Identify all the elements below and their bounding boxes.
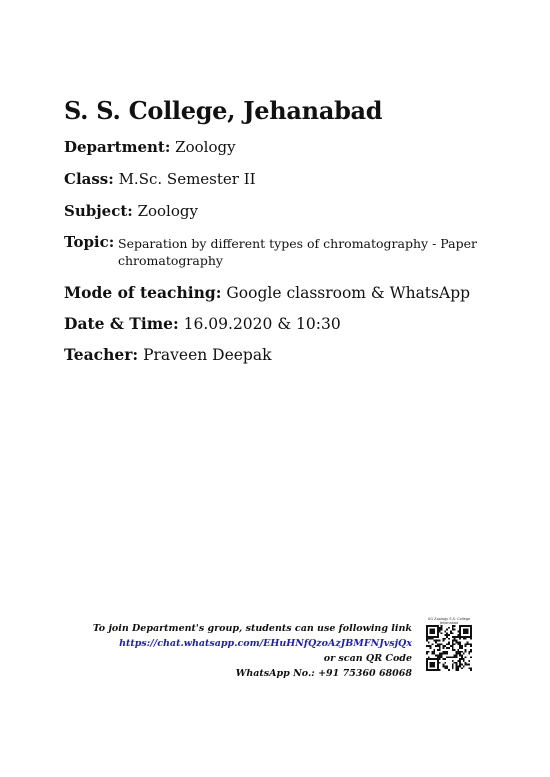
mode-row	[64, 283, 470, 302]
datetime-label: Date & Time:	[64, 314, 179, 333]
teacher-label: Teacher:	[64, 345, 139, 364]
qr-code-block	[426, 617, 472, 675]
department-value: Zoology	[175, 138, 236, 156]
department-row	[64, 138, 236, 156]
whatsapp-group-link[interactable]: https://chat.whatsapp.com/EHuHNfQzoAzJBMFNJvsjQx	[119, 638, 412, 649]
topic-value: Separation by different types of chromatography - Paper chromatography	[118, 236, 477, 268]
mode-label: Mode of teaching:	[64, 283, 222, 302]
teacher-value: Praveen Deepak	[143, 346, 272, 364]
footer-whatsapp-number: WhatsApp No.: +91 75360 68068	[235, 668, 412, 679]
mode-value: Google classroom & WhatsApp	[226, 284, 471, 302]
subject-label: Subject:	[64, 202, 133, 220]
footer-instruction: To join Department's group, students can use following link	[92, 623, 412, 634]
footer-scan-text: or scan QR Code	[323, 653, 412, 664]
qr-caption: UG Zoology S.S. College Jehanabad	[427, 617, 471, 625]
class-row	[64, 170, 256, 188]
college-title: S. S. College, Jehanabad	[64, 96, 383, 125]
qr-code-icon[interactable]	[426, 625, 472, 671]
teacher-row	[64, 345, 271, 364]
datetime-row	[64, 314, 341, 333]
department-label: Department:	[64, 138, 171, 156]
datetime-value: 16.09.2020 & 10:30	[183, 315, 341, 333]
class-label: Class:	[64, 170, 114, 188]
subject-row	[64, 202, 198, 220]
topic-label: Topic:	[64, 233, 115, 251]
class-value: M.Sc. Semester II	[118, 170, 256, 188]
subject-value: Zoology	[137, 202, 198, 220]
join-group-footer	[93, 621, 412, 681]
